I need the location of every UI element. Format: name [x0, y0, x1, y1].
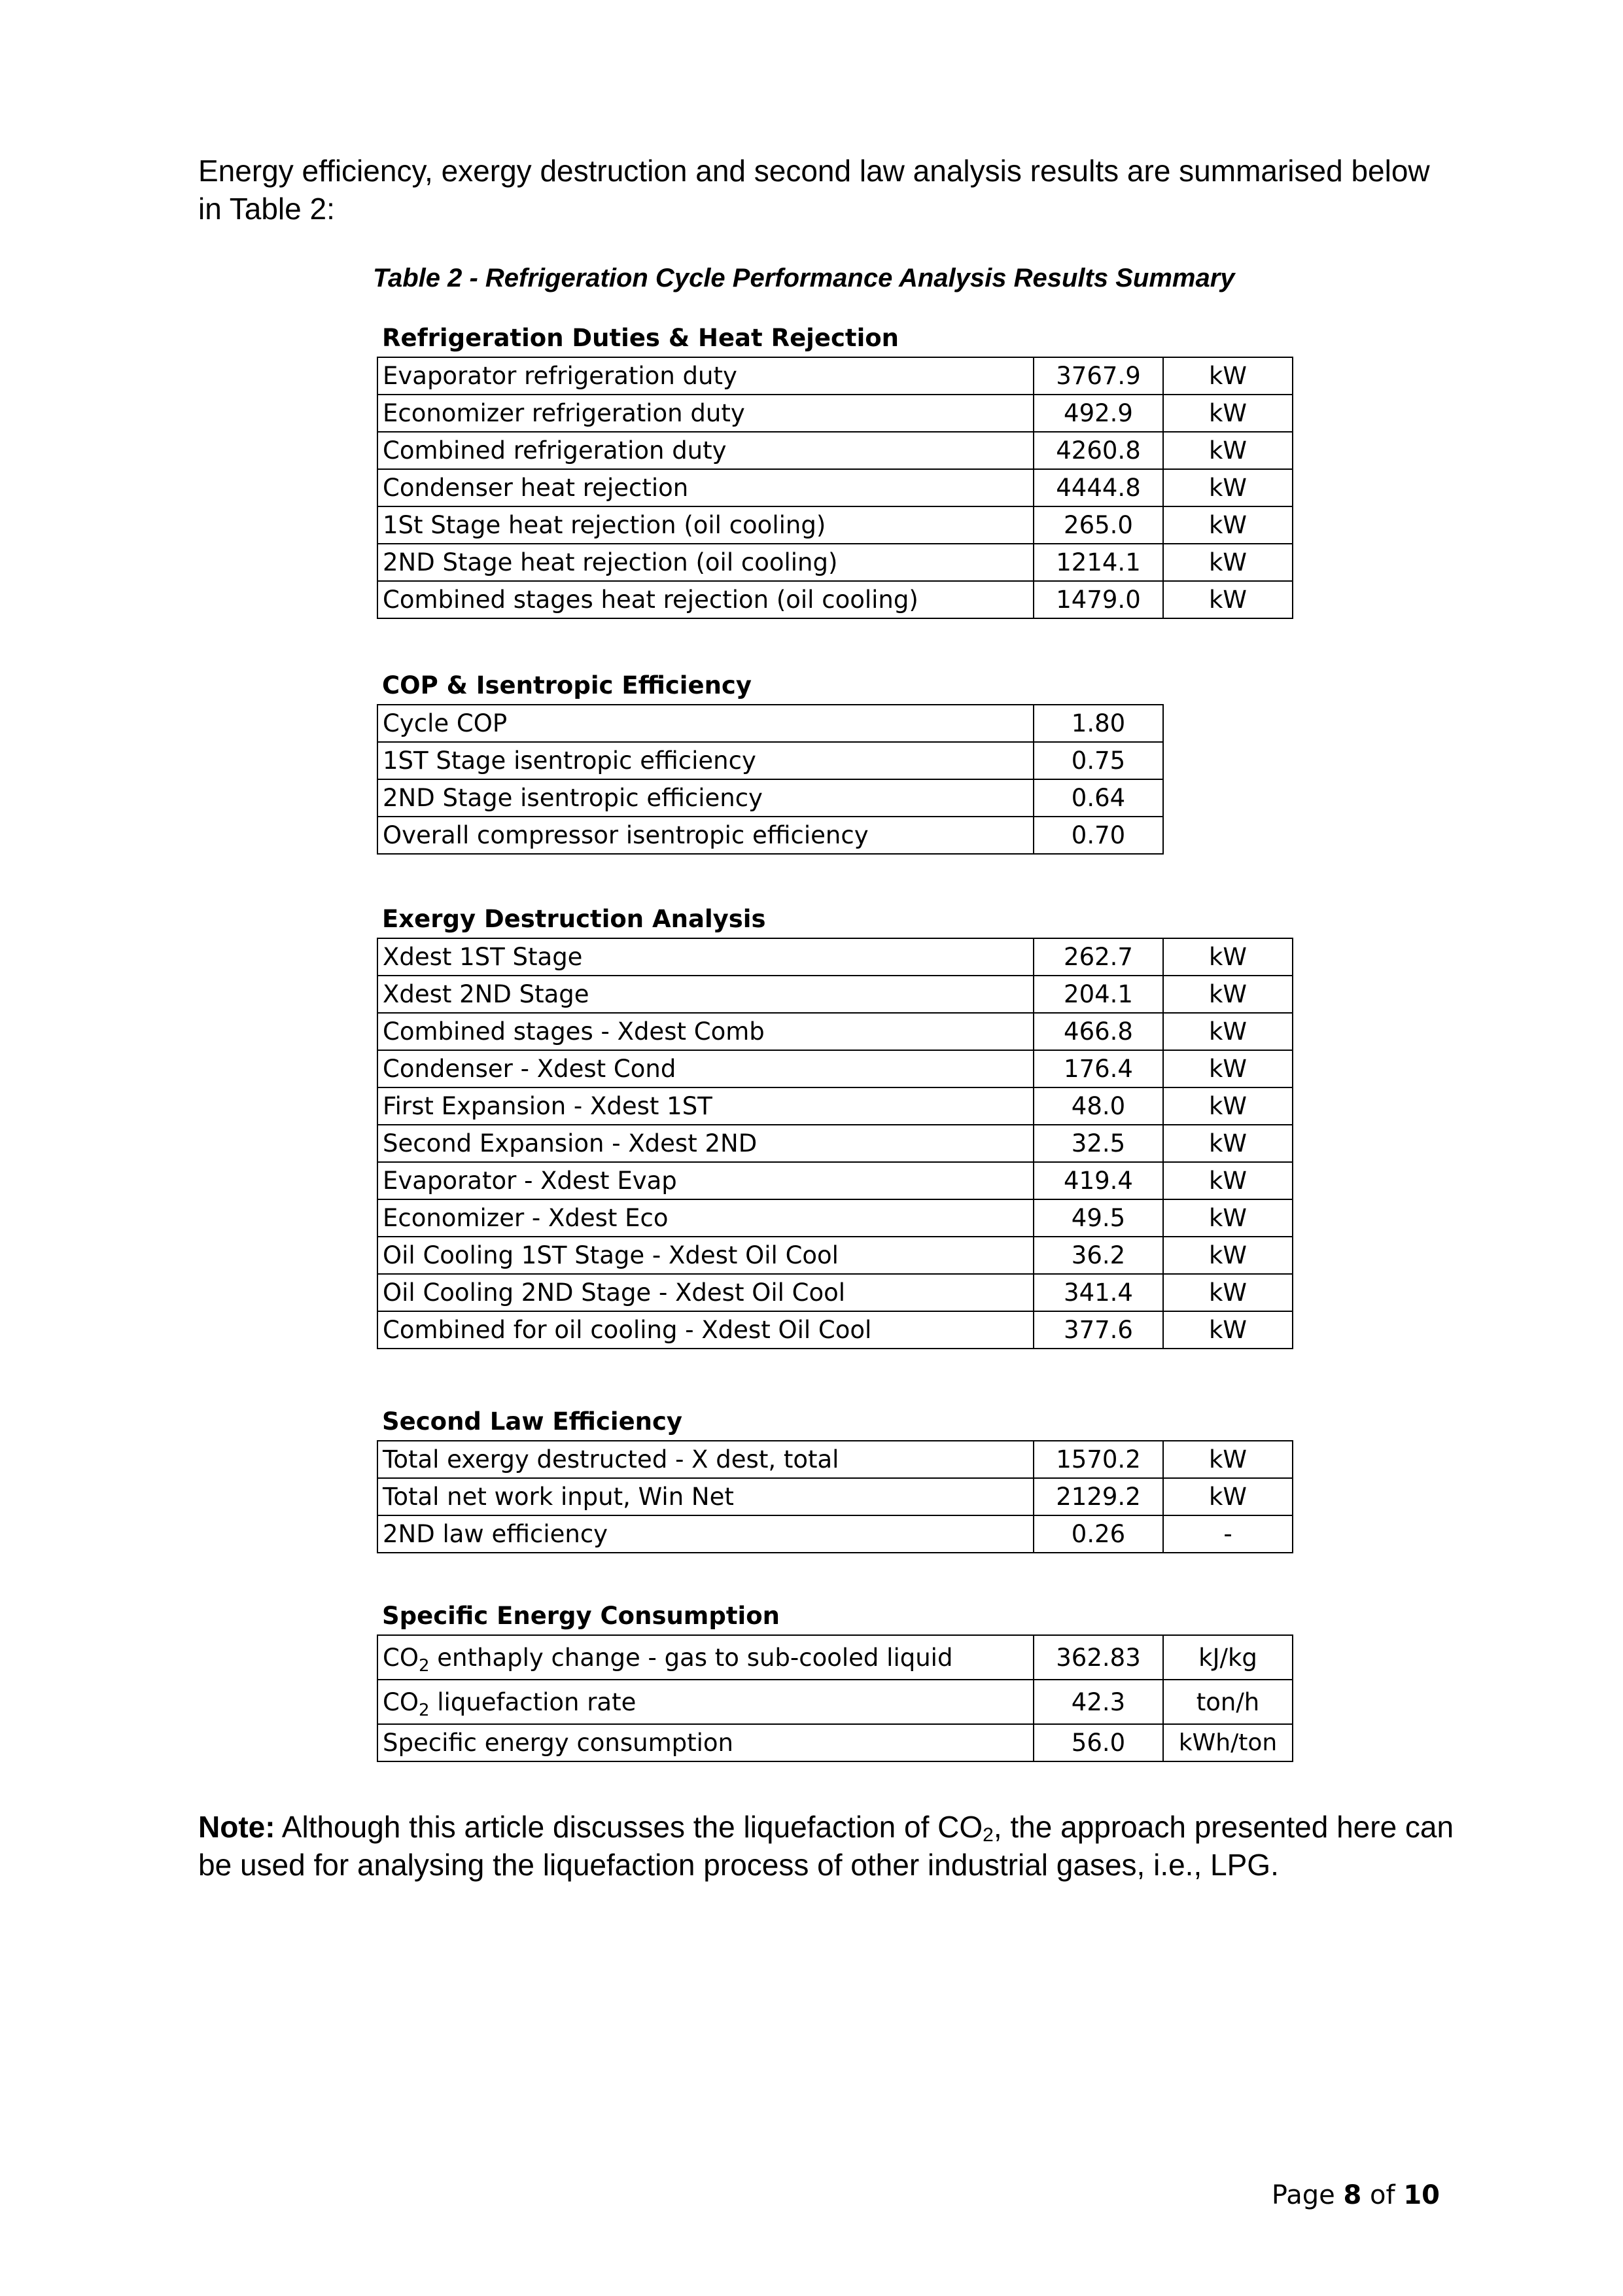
- row-unit: kW: [1163, 1013, 1293, 1050]
- table-row: [377, 976, 1293, 1013]
- current-page: 8: [1343, 2180, 1362, 2210]
- label-subscript: 2: [418, 1700, 430, 1720]
- duties-table: [377, 357, 1293, 619]
- row-label: Combined stages heat rejection (oil cooling): [377, 581, 1034, 618]
- row-value: 1.80: [1034, 705, 1163, 742]
- row-unit: kW: [1163, 1478, 1293, 1515]
- table-row: [377, 779, 1163, 817]
- total-pages: 10: [1403, 2180, 1440, 2210]
- second-law-table: [377, 1440, 1293, 1553]
- row-value: 4260.8: [1034, 432, 1163, 469]
- row-label: 2ND Stage isentropic efficiency: [377, 779, 1034, 817]
- row-label: Specific energy consumption: [377, 1724, 1034, 1761]
- row-label: Economizer refrigeration duty: [377, 395, 1034, 432]
- note-text-before: Although this article discusses the liquefaction of CO: [275, 1810, 983, 1844]
- row-label: First Expansion - Xdest 1ST: [377, 1087, 1034, 1125]
- row-unit: kW: [1163, 1087, 1293, 1125]
- row-unit: kW: [1163, 432, 1293, 469]
- row-value: 0.64: [1034, 779, 1163, 817]
- row-unit: kW: [1163, 469, 1293, 506]
- row-value: 0.75: [1034, 742, 1163, 779]
- row-unit: kW: [1163, 1311, 1293, 1349]
- exergy-table: [377, 938, 1293, 1349]
- note-lead: Note:: [198, 1810, 275, 1844]
- row-value: 419.4: [1034, 1162, 1163, 1199]
- specific-energy-table: [377, 1634, 1293, 1762]
- row-label: Economizer - Xdest Eco: [377, 1199, 1034, 1237]
- row-label: Combined for oil cooling - Xdest Oil Cool: [377, 1311, 1034, 1349]
- row-unit: kW: [1163, 1125, 1293, 1162]
- row-value: 36.2: [1034, 1237, 1163, 1274]
- intro-paragraph: Energy efficiency, exergy destruction and second law analysis results are summarised below in Table 2:: [198, 154, 1430, 226]
- table-row: [377, 1478, 1293, 1515]
- row-value: 1570.2: [1034, 1441, 1163, 1478]
- row-value: 341.4: [1034, 1274, 1163, 1311]
- row-value: 56.0: [1034, 1724, 1163, 1761]
- page-number: [1272, 2180, 1440, 2210]
- label-prefix: CO: [383, 1643, 419, 1672]
- row-label: Cycle COP: [377, 705, 1034, 742]
- table-row: [377, 1441, 1293, 1478]
- table-row: [377, 1013, 1293, 1050]
- row-label: Total exergy destructed - X dest, total: [377, 1441, 1034, 1478]
- row-value: 362.83: [1034, 1635, 1163, 1680]
- row-unit: ton/h: [1163, 1680, 1293, 1724]
- row-value: 32.5: [1034, 1125, 1163, 1162]
- section-exergy-destruction: [377, 901, 1293, 1349]
- table-row: [377, 469, 1293, 506]
- row-label: Evaporator refrigeration duty: [377, 357, 1034, 395]
- table-row: [377, 357, 1293, 395]
- row-unit: kW: [1163, 1237, 1293, 1274]
- row-label: [377, 1680, 1034, 1724]
- row-unit: kW: [1163, 1162, 1293, 1199]
- section-second-law: [377, 1404, 1293, 1553]
- row-label: Oil Cooling 1ST Stage - Xdest Oil Cool: [377, 1237, 1034, 1274]
- label-subscript: 2: [418, 1655, 430, 1676]
- row-label: Condenser heat rejection: [377, 469, 1034, 506]
- row-value: 262.7: [1034, 938, 1163, 976]
- row-unit: kW: [1163, 938, 1293, 976]
- table-row: [377, 1635, 1293, 1680]
- table-row: [377, 581, 1293, 618]
- row-unit: kW: [1163, 506, 1293, 544]
- section-title: Specific Energy Consumption: [382, 1602, 780, 1630]
- section-title: Second Law Efficiency: [382, 1407, 683, 1436]
- note-text-after: , the approach presented here can be used for analysing the liquefaction process of other industrial gases, i.e., LPG.: [198, 1810, 1454, 1882]
- table-row: [377, 1274, 1293, 1311]
- row-unit: kW: [1163, 976, 1293, 1013]
- table-row: [377, 1050, 1293, 1087]
- row-unit: kW: [1163, 1199, 1293, 1237]
- row-label: Combined stages - Xdest Comb: [377, 1013, 1034, 1050]
- row-label: 1St Stage heat rejection (oil cooling): [377, 506, 1034, 544]
- row-unit: -: [1163, 1515, 1293, 1553]
- row-value: 0.26: [1034, 1515, 1163, 1553]
- label-prefix: CO: [383, 1687, 419, 1716]
- row-label: 2ND Stage heat rejection (oil cooling): [377, 544, 1034, 581]
- row-value: 4444.8: [1034, 469, 1163, 506]
- row-value: 0.70: [1034, 817, 1163, 854]
- row-value: 48.0: [1034, 1087, 1163, 1125]
- section-title: COP & Isentropic Efficiency: [382, 671, 752, 699]
- row-unit: kW: [1163, 1050, 1293, 1087]
- row-unit: kW: [1163, 357, 1293, 395]
- table-row: [377, 1199, 1293, 1237]
- page-word: Page: [1271, 2180, 1335, 2210]
- row-label: Second Expansion - Xdest 2ND: [377, 1125, 1034, 1162]
- cop-table: [377, 704, 1164, 855]
- row-value: 1214.1: [1034, 544, 1163, 581]
- table-row: [377, 1087, 1293, 1125]
- row-label: Overall compressor isentropic efficiency: [377, 817, 1034, 854]
- table-caption: Table 2 - Refrigeration Cycle Performance Analysis Results Summary: [373, 264, 1235, 292]
- row-value: 1479.0: [1034, 581, 1163, 618]
- section-title: Refrigeration Duties & Heat Rejection: [382, 324, 899, 352]
- row-unit: kJ/kg: [1163, 1635, 1293, 1680]
- row-value: 466.8: [1034, 1013, 1163, 1050]
- table-row: [377, 1237, 1293, 1274]
- label-suffix: liquefaction rate: [429, 1687, 637, 1716]
- table-row: [377, 1311, 1293, 1349]
- row-label: 1ST Stage isentropic efficiency: [377, 742, 1034, 779]
- table-row: [377, 1680, 1293, 1724]
- row-label: Xdest 1ST Stage: [377, 938, 1034, 976]
- row-unit: kW: [1163, 581, 1293, 618]
- row-value: 3767.9: [1034, 357, 1163, 395]
- row-label: [377, 1635, 1034, 1680]
- row-label: Xdest 2ND Stage: [377, 976, 1034, 1013]
- row-value: 42.3: [1034, 1680, 1163, 1724]
- table-row: [377, 1724, 1293, 1761]
- row-value: 204.1: [1034, 976, 1163, 1013]
- table-row: [377, 544, 1293, 581]
- table-row: [377, 432, 1293, 469]
- row-value: 2129.2: [1034, 1478, 1163, 1515]
- row-label: 2ND law efficiency: [377, 1515, 1034, 1553]
- row-value: 49.5: [1034, 1199, 1163, 1237]
- row-value: 377.6: [1034, 1311, 1163, 1349]
- table-row: [377, 395, 1293, 432]
- table-row: [377, 506, 1293, 544]
- note-subscript: 2: [983, 1824, 994, 1846]
- table-row: [377, 938, 1293, 976]
- of-word: of: [1370, 2180, 1395, 2210]
- table-row: [377, 1125, 1293, 1162]
- row-unit: kW: [1163, 1441, 1293, 1478]
- label-suffix: enthaply change - gas to sub-cooled liquid: [429, 1643, 953, 1672]
- table-row: [377, 1162, 1293, 1199]
- row-label: Total net work input, Win Net: [377, 1478, 1034, 1515]
- table-row: [377, 742, 1163, 779]
- row-unit: kW: [1163, 1274, 1293, 1311]
- row-label: Condenser - Xdest Cond: [377, 1050, 1034, 1087]
- row-label: Oil Cooling 2ND Stage - Xdest Oil Cool: [377, 1274, 1034, 1311]
- table-row: [377, 817, 1163, 854]
- row-label: Combined refrigeration duty: [377, 432, 1034, 469]
- note-paragraph: [198, 1808, 1454, 1884]
- section-refrigeration-duties: [377, 320, 1293, 619]
- section-title: Exergy Destruction Analysis: [382, 905, 766, 933]
- section-specific-energy: [377, 1598, 1293, 1762]
- table-row: [377, 1515, 1293, 1553]
- row-unit: kWh/ton: [1163, 1724, 1293, 1761]
- row-unit: kW: [1163, 544, 1293, 581]
- row-label: Evaporator - Xdest Evap: [377, 1162, 1034, 1199]
- section-cop-isentropic: [377, 667, 1164, 855]
- row-unit: kW: [1163, 395, 1293, 432]
- row-value: 492.9: [1034, 395, 1163, 432]
- row-value: 176.4: [1034, 1050, 1163, 1087]
- row-value: 265.0: [1034, 506, 1163, 544]
- table-row: [377, 705, 1163, 742]
